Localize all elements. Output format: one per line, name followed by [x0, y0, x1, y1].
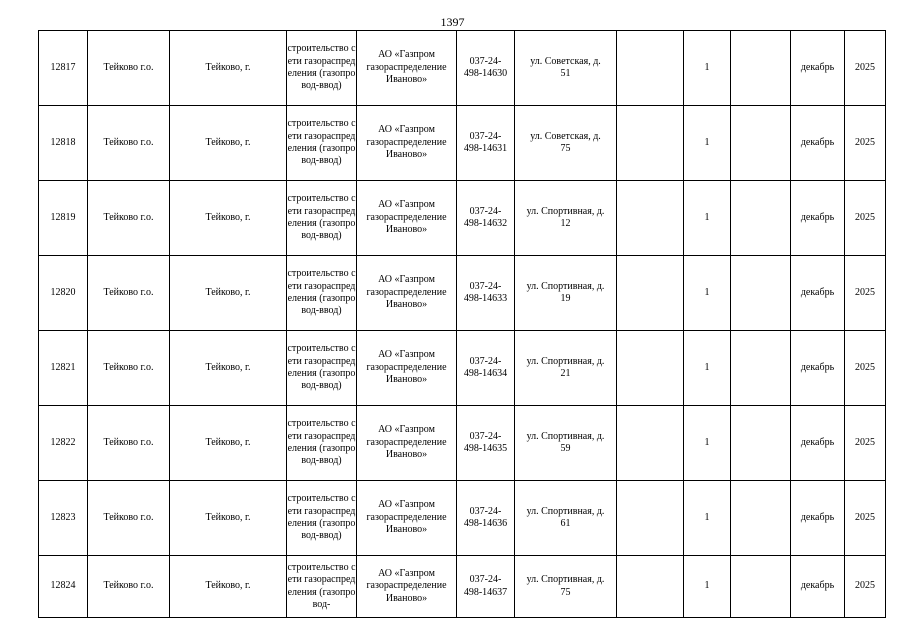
month-cell: декабрь: [791, 106, 845, 181]
organization-cell: АО «Газпром газораспределение Иваново»: [357, 481, 457, 556]
settlement-cell: Тейково, г.: [170, 256, 287, 331]
table-row: [39, 481, 886, 556]
object-code-cell: 037-24- 498-14631: [457, 106, 515, 181]
table-row: [39, 256, 886, 331]
empty-cell: [731, 331, 791, 406]
empty-cell: [731, 406, 791, 481]
count-cell: 1: [684, 556, 731, 618]
page-number: 1397: [440, 15, 465, 29]
organization-cell: АО «Газпром газораспределение Иваново»: [357, 181, 457, 256]
month-cell: декабрь: [791, 31, 845, 106]
month-cell: декабрь: [791, 256, 845, 331]
table-row: [39, 181, 886, 256]
year-cell: 2025: [845, 556, 886, 618]
month-cell: декабрь: [791, 181, 845, 256]
table-row: [39, 331, 886, 406]
empty-cell: [617, 256, 684, 331]
address-cell: ул. Спортивная, д. 61: [515, 481, 617, 556]
work-type-cell: строительство сети газораспределения (газопровод-: [287, 556, 357, 618]
empty-cell: [617, 331, 684, 406]
address-cell: ул. Советская, д. 75: [515, 106, 617, 181]
table-row: [39, 406, 886, 481]
work-type-cell: строительство сети газораспределения (газопровод-ввод): [287, 181, 357, 256]
year-cell: 2025: [845, 331, 886, 406]
district-cell: Тейково г.о.: [88, 331, 170, 406]
district-cell: Тейково г.о.: [88, 181, 170, 256]
count-cell: 1: [684, 406, 731, 481]
empty-cell: [617, 481, 684, 556]
year-cell: 2025: [845, 256, 886, 331]
district-cell: Тейково г.о.: [88, 256, 170, 331]
organization-cell: АО «Газпром газораспределение Иваново»: [357, 106, 457, 181]
month-cell: декабрь: [791, 406, 845, 481]
organization-cell: АО «Газпром газораспределение Иваново»: [357, 556, 457, 618]
empty-cell: [617, 181, 684, 256]
year-cell: 2025: [845, 31, 886, 106]
count-cell: 1: [684, 481, 731, 556]
month-cell: декабрь: [791, 331, 845, 406]
work-type-cell: строительство сети газораспределения (газопровод-ввод): [287, 481, 357, 556]
record-number-cell: 12820: [39, 256, 88, 331]
year-cell: 2025: [845, 181, 886, 256]
record-number-cell: 12818: [39, 106, 88, 181]
record-number-cell: 12822: [39, 406, 88, 481]
settlement-cell: Тейково, г.: [170, 31, 287, 106]
address-cell: ул. Советская, д. 51: [515, 31, 617, 106]
object-code-cell: 037-24- 498-14630: [457, 31, 515, 106]
empty-cell: [731, 556, 791, 618]
record-number-cell: 12819: [39, 181, 88, 256]
district-cell: Тейково г.о.: [88, 556, 170, 618]
empty-cell: [731, 31, 791, 106]
settlement-cell: Тейково, г.: [170, 106, 287, 181]
object-code-cell: 037-24- 498-14632: [457, 181, 515, 256]
table-row: [39, 106, 886, 181]
count-cell: 1: [684, 181, 731, 256]
work-type-cell: строительство сети газораспределения (газопровод-ввод): [287, 31, 357, 106]
month-cell: декабрь: [791, 556, 845, 618]
work-type-cell: строительство сети газораспределения (газопровод-ввод): [287, 406, 357, 481]
record-number-cell: 12817: [39, 31, 88, 106]
settlement-cell: Тейково, г.: [170, 181, 287, 256]
object-code-cell: 037-24- 498-14634: [457, 331, 515, 406]
object-code-cell: 037-24- 498-14633: [457, 256, 515, 331]
district-cell: Тейково г.о.: [88, 481, 170, 556]
organization-cell: АО «Газпром газораспределение Иваново»: [357, 331, 457, 406]
table-body: [39, 31, 886, 618]
count-cell: 1: [684, 31, 731, 106]
settlement-cell: Тейково, г.: [170, 556, 287, 618]
settlement-cell: Тейково, г.: [170, 331, 287, 406]
settlement-cell: Тейково, г.: [170, 406, 287, 481]
empty-cell: [617, 556, 684, 618]
count-cell: 1: [684, 106, 731, 181]
organization-cell: АО «Газпром газораспределение Иваново»: [357, 256, 457, 331]
empty-cell: [731, 181, 791, 256]
organization-cell: АО «Газпром газораспределение Иваново»: [357, 406, 457, 481]
object-code-cell: 037-24- 498-14635: [457, 406, 515, 481]
year-cell: 2025: [845, 481, 886, 556]
address-cell: ул. Спортивная, д. 12: [515, 181, 617, 256]
month-cell: декабрь: [791, 481, 845, 556]
work-type-cell: строительство сети газораспределения (газопровод-ввод): [287, 106, 357, 181]
address-cell: ул. Спортивная, д. 75: [515, 556, 617, 618]
count-cell: 1: [684, 331, 731, 406]
empty-cell: [617, 106, 684, 181]
address-cell: ул. Спортивная, д. 59: [515, 406, 617, 481]
record-number-cell: 12821: [39, 331, 88, 406]
year-cell: 2025: [845, 106, 886, 181]
count-cell: 1: [684, 256, 731, 331]
object-code-cell: 037-24- 498-14636: [457, 481, 515, 556]
address-cell: ул. Спортивная, д. 21: [515, 331, 617, 406]
address-cell: ул. Спортивная, д. 19: [515, 256, 617, 331]
table-row: [39, 556, 886, 618]
empty-cell: [731, 256, 791, 331]
district-cell: Тейково г.о.: [88, 406, 170, 481]
empty-cell: [617, 31, 684, 106]
settlement-cell: Тейково, г.: [170, 481, 287, 556]
record-number-cell: 12823: [39, 481, 88, 556]
year-cell: 2025: [845, 406, 886, 481]
work-type-cell: строительство сети газораспределения (газопровод-ввод): [287, 256, 357, 331]
empty-cell: [731, 106, 791, 181]
table-row: [39, 31, 886, 106]
work-type-cell: строительство сети газораспределения (газопровод-ввод): [287, 331, 357, 406]
empty-cell: [731, 481, 791, 556]
object-code-cell: 037-24- 498-14637: [457, 556, 515, 618]
empty-cell: [617, 406, 684, 481]
district-cell: Тейково г.о.: [88, 106, 170, 181]
gasification-table: [38, 30, 886, 618]
record-number-cell: 12824: [39, 556, 88, 618]
district-cell: Тейково г.о.: [88, 31, 170, 106]
organization-cell: АО «Газпром газораспределение Иваново»: [357, 31, 457, 106]
